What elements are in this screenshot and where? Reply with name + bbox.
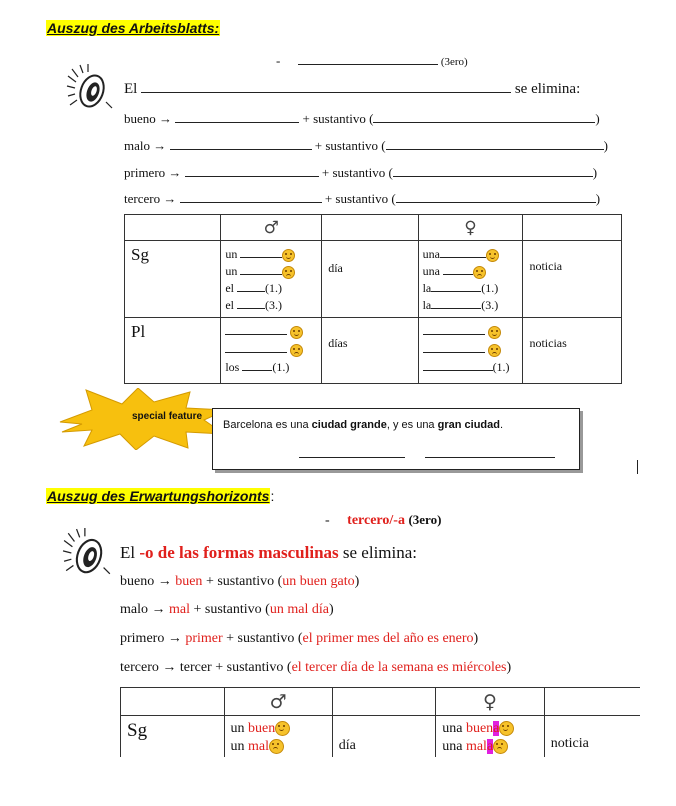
sad-face-icon [493,739,508,754]
noun-dias: días [322,318,418,384]
worksheet-top-line: - (3ero) [276,53,468,68]
sad-face-icon [269,739,284,754]
happy-face-icon [488,326,501,339]
male-symbol: ♂ [263,217,279,238]
happy-face-icon [282,249,295,262]
answers-top-line: - tercero/-a (3ero) [325,512,442,528]
answers-table-viewport [120,687,640,757]
female-symbol: ♀ [483,690,497,713]
answers-heading: Auszug des Erwartungshorizonts: [47,488,275,504]
worksheet-item-bueno: bueno → + sustantivo ( ) [124,111,600,126]
noun-noticia: noticia [544,716,640,758]
worksheet-table: ♂ ♀ Sg un un el (1.) el (3.) día una una la (1.) la (3.) noticia Pl los (1.) días (1.) noticias [124,214,622,384]
worksheet-item-malo: malo → + sustantivo ( ) [124,138,608,153]
sad-face-icon [282,266,295,279]
text-cursor [637,460,638,474]
happy-face-icon [290,326,303,339]
special-sentence: Barcelona es una ciudad grande, y es una gran ciudad. [223,419,504,431]
worksheet-item-primero: primero → + sustantivo ( ) [124,165,598,180]
noun-dia: día [332,716,435,758]
happy-face-icon [486,249,499,262]
blank-line [141,80,511,93]
worksheet-rule: El se elimina: [124,81,581,97]
pl-label: Pl [125,318,221,384]
eye-icon [62,528,114,580]
answers-item-malo: malo → mal + sustantivo (un mal día) [120,602,334,617]
sg-label: Sg [121,716,225,758]
happy-face-icon [499,721,514,736]
answers-item-tercero: tercero → tercer + sustantivo (el tercer día de la semana es miércoles) [120,660,512,675]
noun-noticia: noticia [523,241,622,318]
male-symbol: ♂ [269,690,287,713]
special-feature-box [212,408,580,470]
answers-item-bueno: bueno → buen + sustantivo (un buen gato) [120,574,360,589]
sg-label: Sg [125,241,221,318]
sad-face-icon [473,266,486,279]
blank-line [298,52,438,65]
eye-icon [66,64,116,114]
happy-face-icon [275,721,290,736]
sad-face-icon [290,344,303,357]
answers-item-primero: primero → primer + sustantivo (el primer mes del año es enero) [120,631,479,646]
noun-dia: día [322,241,418,318]
answers-rule: El -o de las formas masculinas se elimina: [120,543,418,562]
worksheet-item-tercero: tercero → + sustantivo ( ) [124,191,601,206]
noun-noticias: noticias [523,318,622,384]
female-symbol: ♀ [464,217,477,238]
blank-line [425,445,555,458]
blank-line [299,445,405,458]
sad-face-icon [488,344,501,357]
worksheet-heading: Auszug des Arbeitsblatts: [47,20,220,36]
special-feature-label: special feature [132,411,203,422]
answers-table: ♂ ♀ Sg un buen un mal día una buena una mala noticia [120,687,640,757]
